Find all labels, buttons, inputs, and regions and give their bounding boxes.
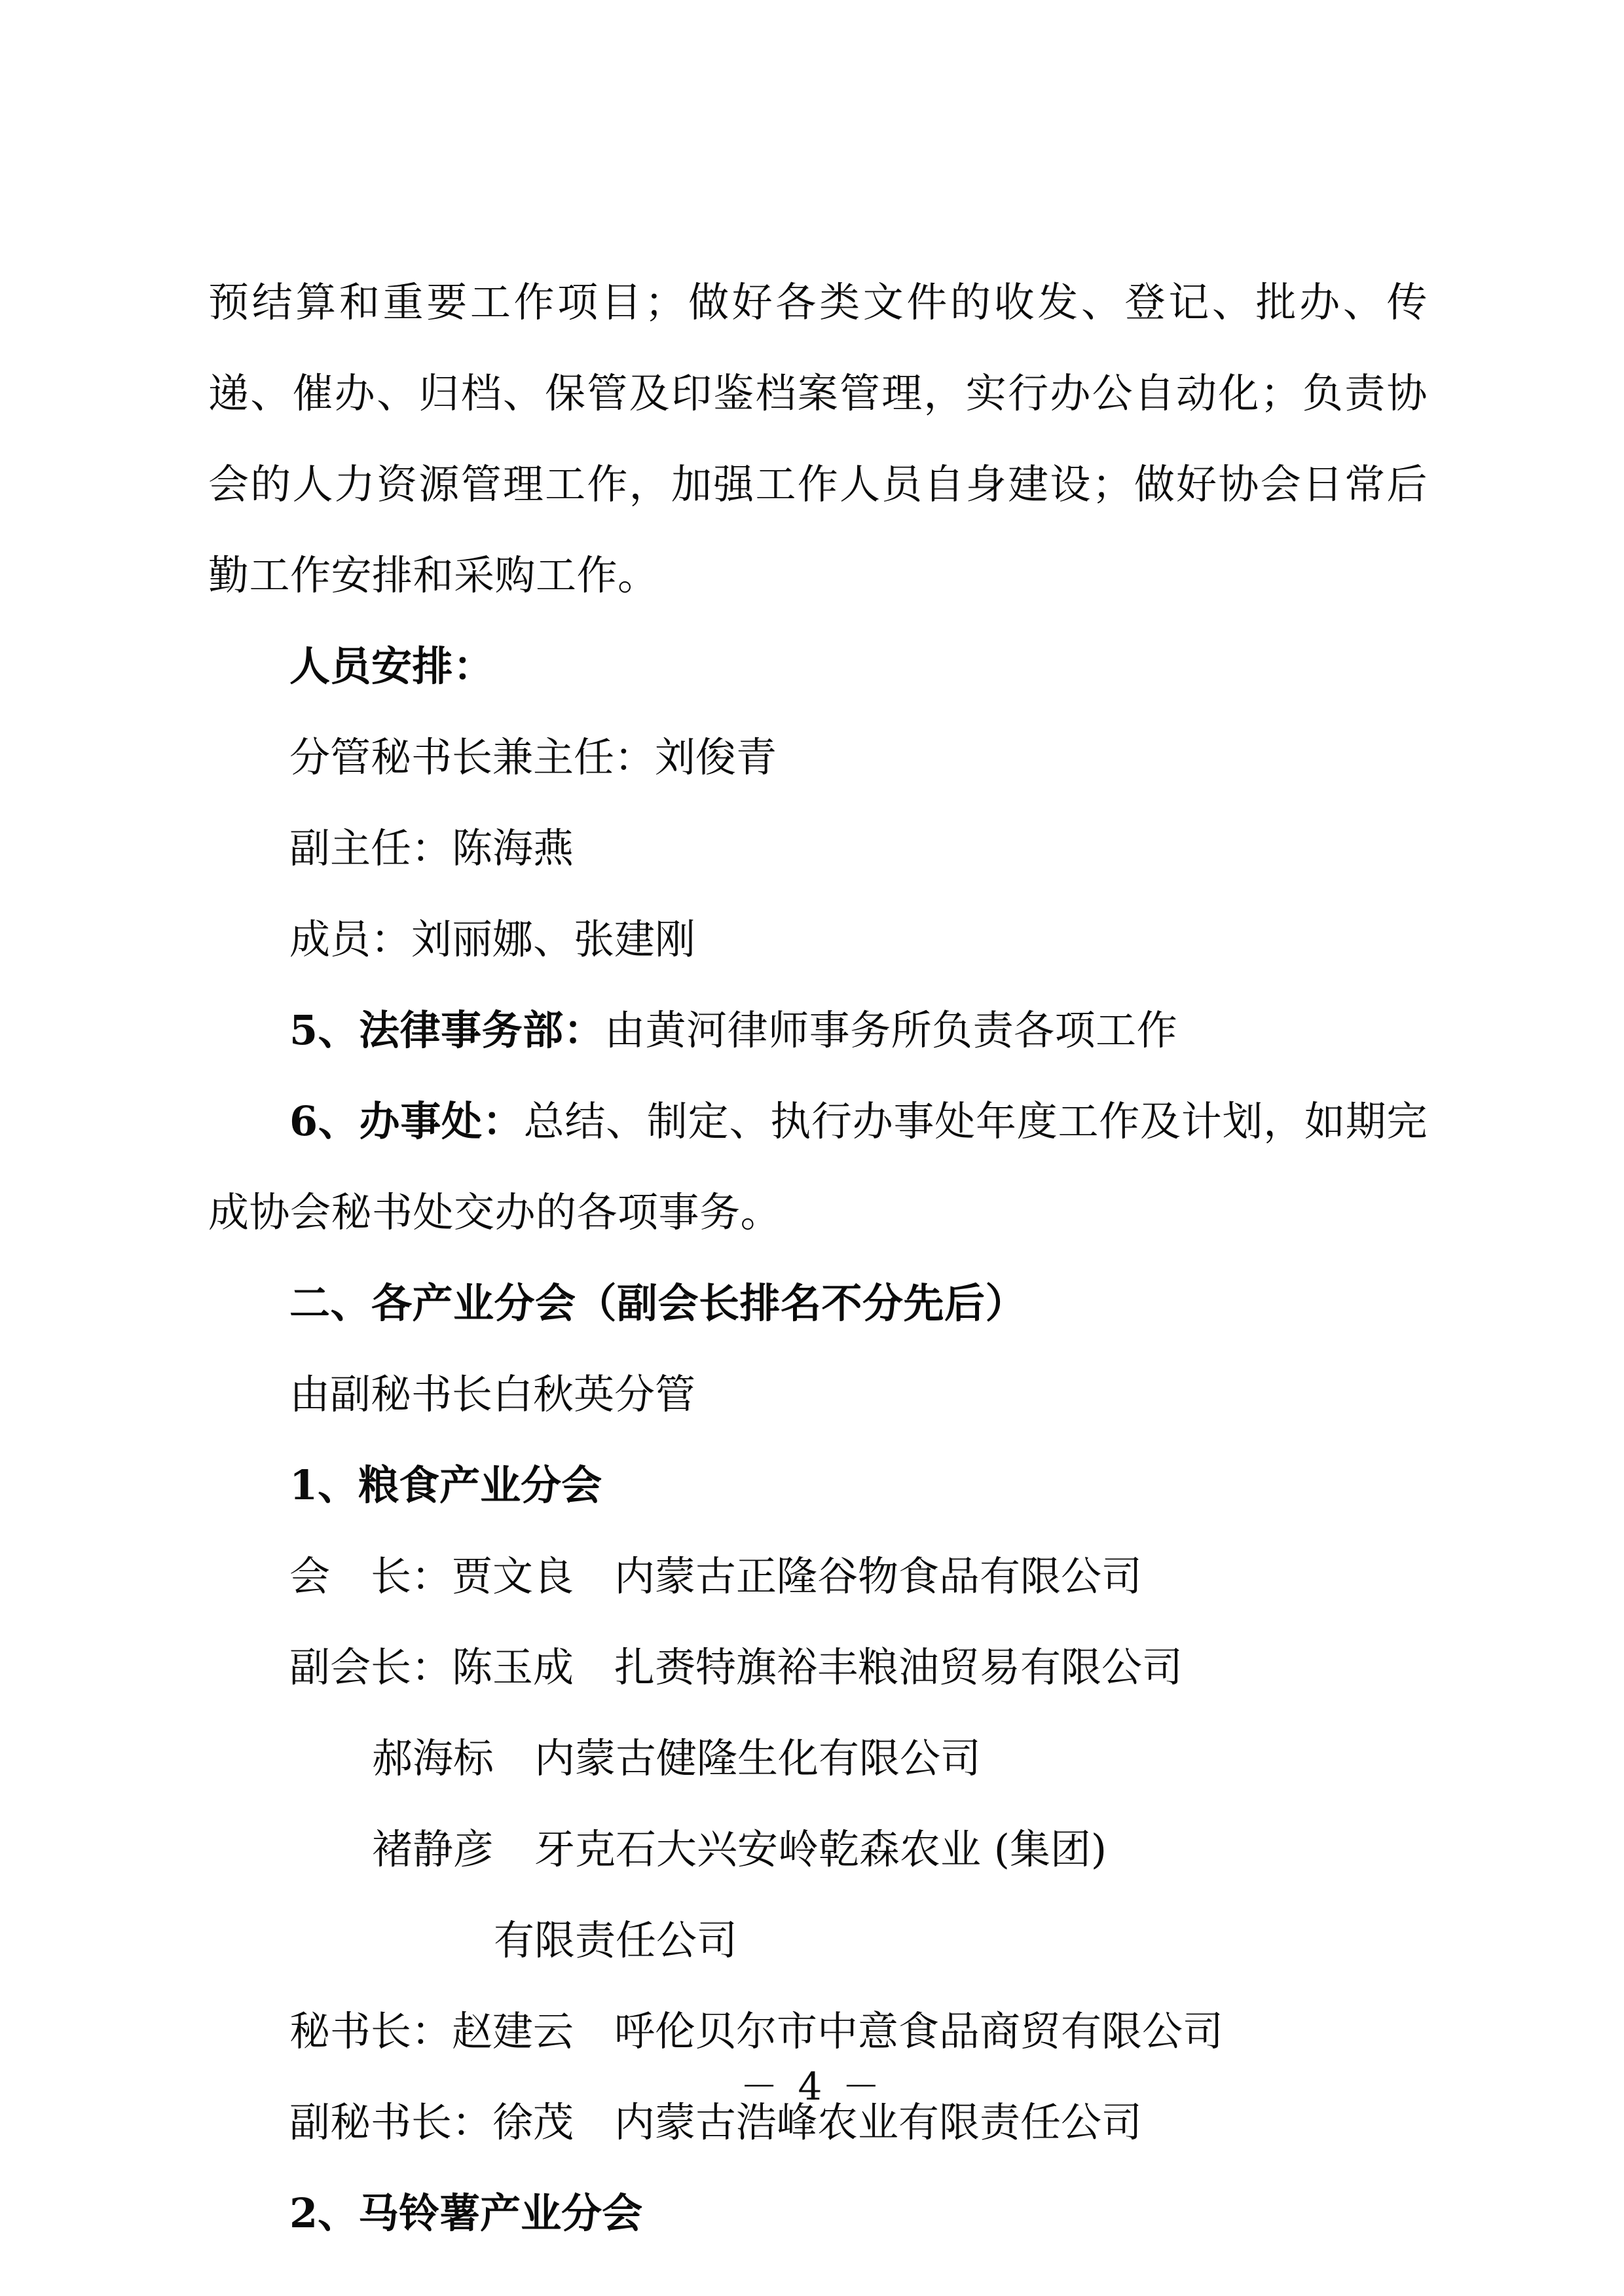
staff-line-deputy-director: 副主任：陈海燕 [289, 824, 574, 872]
item-6-text: 总结、制定、执行办事处年度工作及计划，如期完成协会秘书处交办的各项事务。 [208, 1097, 1428, 1236]
roster-gap [494, 1734, 534, 1782]
roster-name: 郝海标 [372, 1734, 494, 1782]
roster-row [289, 1804, 1428, 1895]
roster-role: 会 长： [289, 1552, 452, 1600]
item-6-label: 6、办事处： [289, 1097, 524, 1145]
branch-1-heading: 1、粮食产业分会 [289, 1461, 602, 1509]
roster-org [574, 1552, 614, 1600]
item-5-legal-affairs [208, 985, 1428, 1076]
roster-name: 贾文良 [452, 1552, 574, 1600]
roster-row [289, 1622, 1428, 1713]
staff-line-chief: 分管秘书长兼主任：刘俊青 [289, 733, 777, 781]
paragraph-duties-continued: 预结算和重要工作项目；做好各类文件的收发、登记、批办、传递、催办、归档、保管及印鉴档案管理，实行办公自动化；负责协会的人力资源管理工作，加强工作人员自身建设；做好协会日常后勤工作安排和采购工作。 [208, 278, 1428, 599]
section-2-heading: 二、各产业分会（副会长排名不分先后） [289, 1279, 1027, 1327]
roster-row [289, 1713, 1428, 1804]
roster-org-text: 内蒙古浩峰农业有限责任公司 [614, 2098, 1143, 2146]
item-6-office [208, 1076, 1428, 1258]
roster-org-text: 牙克石大兴安岭乾森农业 (集团) [534, 1825, 1107, 1873]
roster-org-text: 内蒙古健隆生化有限公司 [534, 1734, 982, 1782]
item-5-label: 5、法律事务部： [289, 1006, 605, 1054]
roster-row-continuation: 有限责任公司 [494, 1916, 738, 1964]
roster-role: 副会长： [289, 1643, 452, 1691]
roster-role: 秘书长： [289, 2007, 452, 2055]
roster-name: 徐茂 [492, 2098, 574, 2146]
roster-gap [574, 1643, 614, 1691]
page-content [208, 257, 1428, 2259]
section-2-supervisor: 由副秘书长白秋英分管 [289, 1370, 696, 1418]
roster-name: 赵建云 [452, 2007, 574, 2055]
roster-gap [574, 2007, 614, 2055]
roster-org-text: 内蒙古正隆谷物食品有限公司 [614, 1552, 1143, 1600]
roster-name: 陈玉成 [452, 1643, 574, 1691]
roster-org-text: 扎赉特旗裕丰粮油贸易有限公司 [614, 1643, 1183, 1691]
staff-line-members: 成员：刘丽娜、张建刚 [289, 915, 696, 963]
roster-org-text: 呼伦贝尔市中意食品商贸有限公司 [614, 2007, 1224, 2055]
page-number-footer: － 4 － [740, 2064, 884, 2109]
branch-2-heading: 2、马铃薯产业分会 [289, 2189, 643, 2237]
roster-role: 副秘书长： [289, 2098, 493, 2146]
roster-name: 褚静彦 [372, 1825, 494, 1873]
roster-row [289, 1531, 1428, 1622]
heading-staff-arrangement: 人员安排： [289, 642, 494, 690]
roster-gap [494, 1825, 534, 1873]
item-5-text: 由黄河律师事务所负责各项工作 [604, 1006, 1178, 1054]
